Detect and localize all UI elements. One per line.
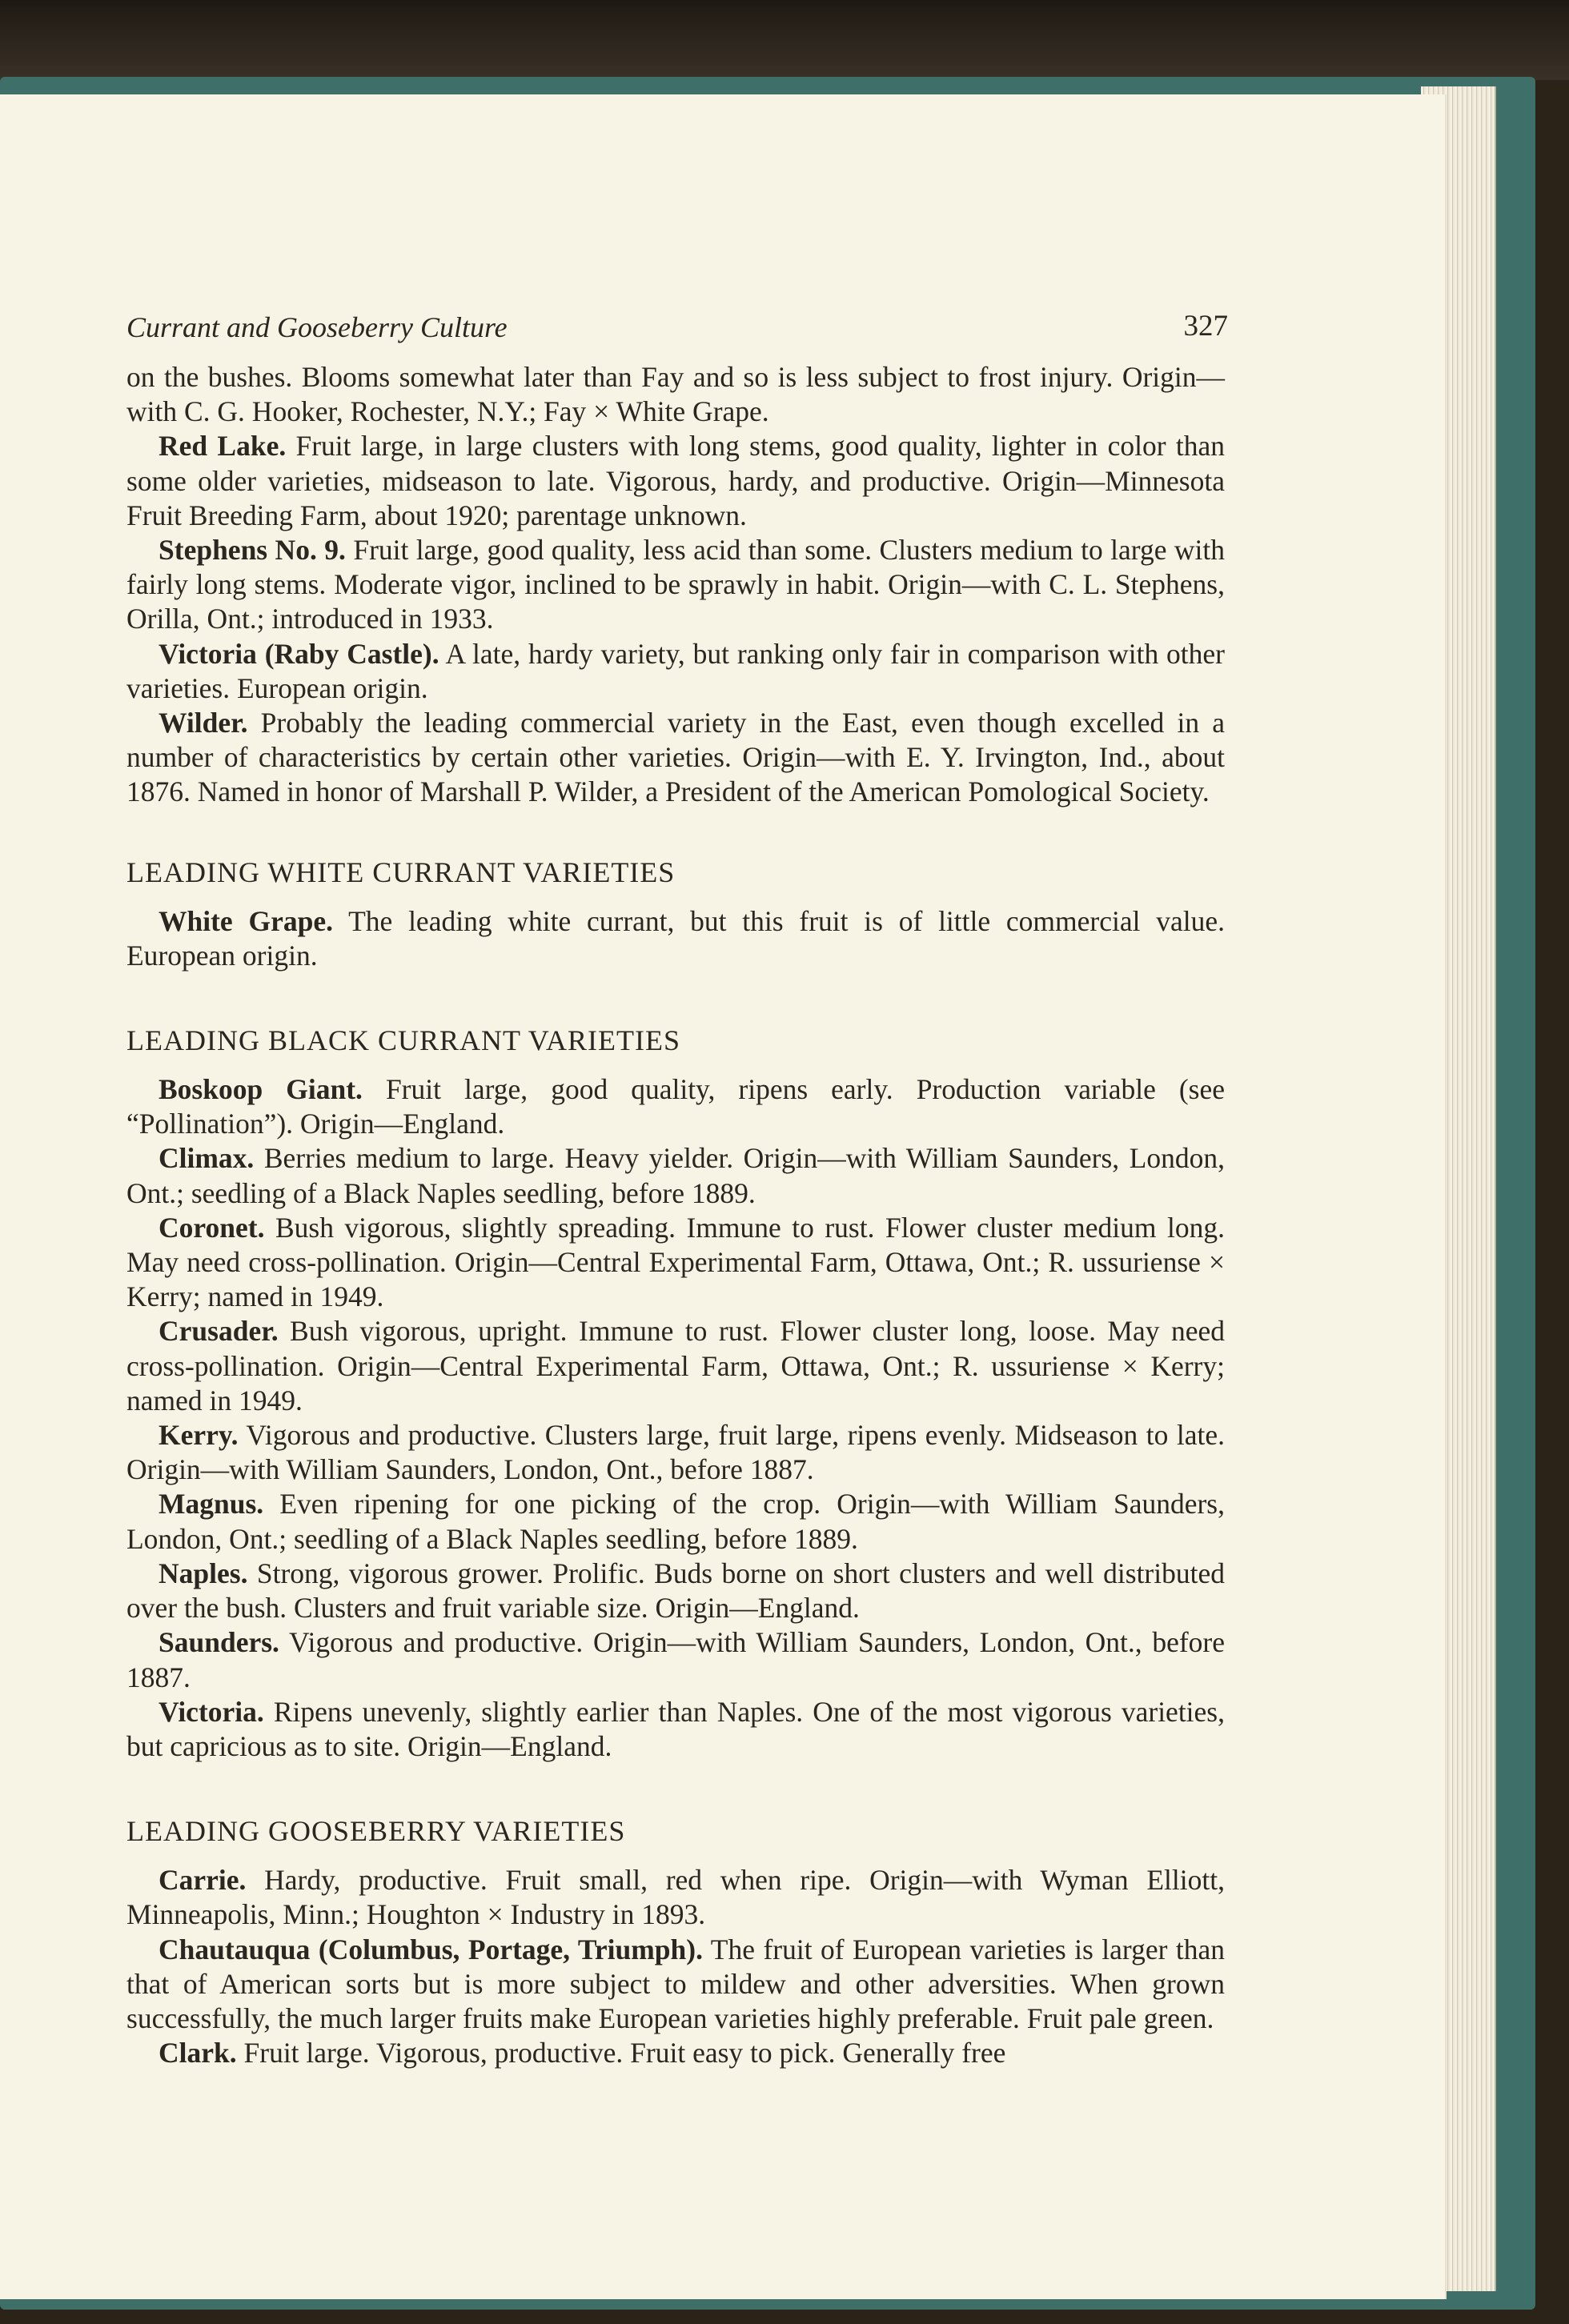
variety-name: Saunders. xyxy=(159,1626,279,1659)
variety-name: Boskoop Giant. xyxy=(159,1073,363,1106)
variety-name: Stephens No. 9. xyxy=(159,534,346,567)
variety-entry xyxy=(126,1314,1225,1418)
variety-description: Bush vigorous, upright. Immune to rust. Flower cluster long, loose. May need cross-pollination. Origin—Central Experimental Farm, Ottawa, Ont.; R. ussuriense × Kerry; named in 1949. xyxy=(126,1315,1225,1416)
variety-description: Hardy, productive. Fruit small, red when ripe. Origin—with Wyman Elliott, Minneapolis, Minn.; Houghton × Industry in 1893. xyxy=(126,1864,1225,1931)
background-edge xyxy=(0,0,1569,80)
variety-entry xyxy=(126,429,1225,533)
variety-description: Vigorous and productive. Clusters large, fruit large, ripens evenly. Midseason to late. Origin—with William Saunders, London, Ont., before 1887. xyxy=(126,1419,1225,1486)
section-heading-black-currant: LEADING BLACK CURRANT VARIETIES xyxy=(126,1024,681,1057)
variety-entry xyxy=(126,2036,1225,2070)
variety-description: A late, hardy variety, but ranking only fair in comparison with other varieties. European origin. xyxy=(126,637,1225,704)
variety-description: The leading white currant, but this fruit is of little commercial value. European origin. xyxy=(126,904,1226,972)
variety-name: Wilder. xyxy=(159,707,248,739)
variety-description: Ripens unevenly, slightly earlier than Naples. One of the most vigorous varieties, but capricious as to site. Origin—England. xyxy=(126,1695,1225,1762)
variety-description: Strong, vigorous grower. Prolific. Buds borne on short clusters and well distributed over the bush. Clusters and fruit variable size. Origin—England. xyxy=(126,1557,1225,1625)
variety-description: Probably the leading commercial variety in the East, even though excelled in a number of characteristics by certain other varieties. Origin—with E. Y. Irvington, Ind., about 1876. Named in honor of Marshall P. Wilder, a President of the American Pomological Society. xyxy=(126,707,1225,808)
variety-entry xyxy=(126,533,1225,637)
variety-entry xyxy=(126,706,1225,810)
page-content xyxy=(126,309,1228,2070)
variety-name: Kerry. xyxy=(159,1419,239,1452)
variety-entry xyxy=(126,637,1225,706)
variety-description: Berries medium to large. Heavy yielder. Origin—with William Saunders, London, Ont.; seedling of a Black Naples seedling, before 1889. xyxy=(126,1142,1225,1209)
page-number: 327 xyxy=(1183,310,1228,343)
variety-name: Coronet. xyxy=(159,1211,265,1244)
variety-name: Clark. xyxy=(159,2037,237,2070)
black-currant-entries xyxy=(126,1072,1225,1764)
variety-entry xyxy=(126,1933,1225,2037)
variety-description: Fruit large, good quality, ripens early. Production variable (see “Pollination”). Origin—England. xyxy=(126,1073,1225,1140)
variety-entry xyxy=(126,1072,1225,1141)
variety-name: Chautauqua (Columbus, Portage, Triumph). xyxy=(159,1933,703,1965)
variety-description: Fruit large. Vigorous, productive. Fruit easy to pick. Generally free xyxy=(236,2037,1006,2070)
variety-description: Bush vigorous, slightly spreading. Immune to rust. Flower cluster medium long. May need cross-pollination. Origin—Central Experimental Farm, Ottawa, Ont.; R. ussuriense × Kerry; named in 1949. xyxy=(126,1211,1225,1313)
variety-entry xyxy=(126,1211,1225,1315)
variety-entry xyxy=(126,1418,1225,1487)
continued-paragraph: on the bushes. Blooms somewhat later than Fay and so is less subject to frost injury. Origin—with C. G. Hooker, Rochester, N.Y.; Fay × White Grape. xyxy=(126,361,1225,428)
gooseberry-entries xyxy=(126,1863,1225,2070)
variety-entry xyxy=(126,1141,1225,1210)
variety-name: Climax. xyxy=(159,1142,255,1175)
variety-name: Victoria (Raby Castle). xyxy=(159,637,439,670)
variety-name: Red Lake. xyxy=(159,430,287,463)
variety-entry xyxy=(126,1557,1225,1625)
variety-entry xyxy=(126,1487,1225,1556)
variety-description: Fruit large, good quality, less acid than some. Clusters medium to large with fairly long stems. Moderate vigor, inclined to be sprawly in habit. Origin—with C. L. Stephens, Orilla, Ont.; introduced in 1933. xyxy=(126,534,1225,635)
variety-name: Crusader. xyxy=(159,1315,279,1348)
variety-name: White Grape. xyxy=(159,904,333,937)
variety-entry xyxy=(126,1695,1225,1764)
book-page xyxy=(0,94,1445,2299)
variety-name: Victoria. xyxy=(159,1695,264,1728)
variety-name: Carrie. xyxy=(159,1864,247,1897)
running-head xyxy=(126,309,1228,360)
variety-entry xyxy=(126,904,1225,973)
variety-name: Naples. xyxy=(159,1557,248,1589)
running-title: Currant and Gooseberry Culture xyxy=(126,311,508,343)
variety-entry xyxy=(126,1863,1225,1932)
variety-description: Even ripening for one picking of the crop. Origin—with William Saunders, London, Ont.; seedling of a Black Naples seedling, before 1889. xyxy=(126,1488,1225,1555)
variety-description: Vigorous and productive. Origin—with William Saunders, London, Ont., before 1887. xyxy=(126,1626,1225,1693)
variety-description: Fruit large, in large clusters with long stems, good quality, lighter in color than some older varieties, midseason to late. Vigorous, hardy, and productive. Origin—Minnesota Fruit Breeding Farm, about 1920; parentage unknown. xyxy=(126,430,1225,531)
variety-name: Magnus. xyxy=(159,1488,264,1521)
section-heading-gooseberry: LEADING GOOSEBERRY VARIETIES xyxy=(126,1815,626,1848)
variety-description: The fruit of European varieties is larger than that of American sorts but is more subject to mildew and other adversities. When grown successfully, the much larger fruits make European varieties highly preferable. Fruit pale green. xyxy=(126,1933,1226,2034)
red-currant-entries xyxy=(126,429,1225,809)
variety-entry xyxy=(126,1625,1225,1694)
section-heading-white-currant: LEADING WHITE CURRANT VARIETIES xyxy=(126,855,676,888)
